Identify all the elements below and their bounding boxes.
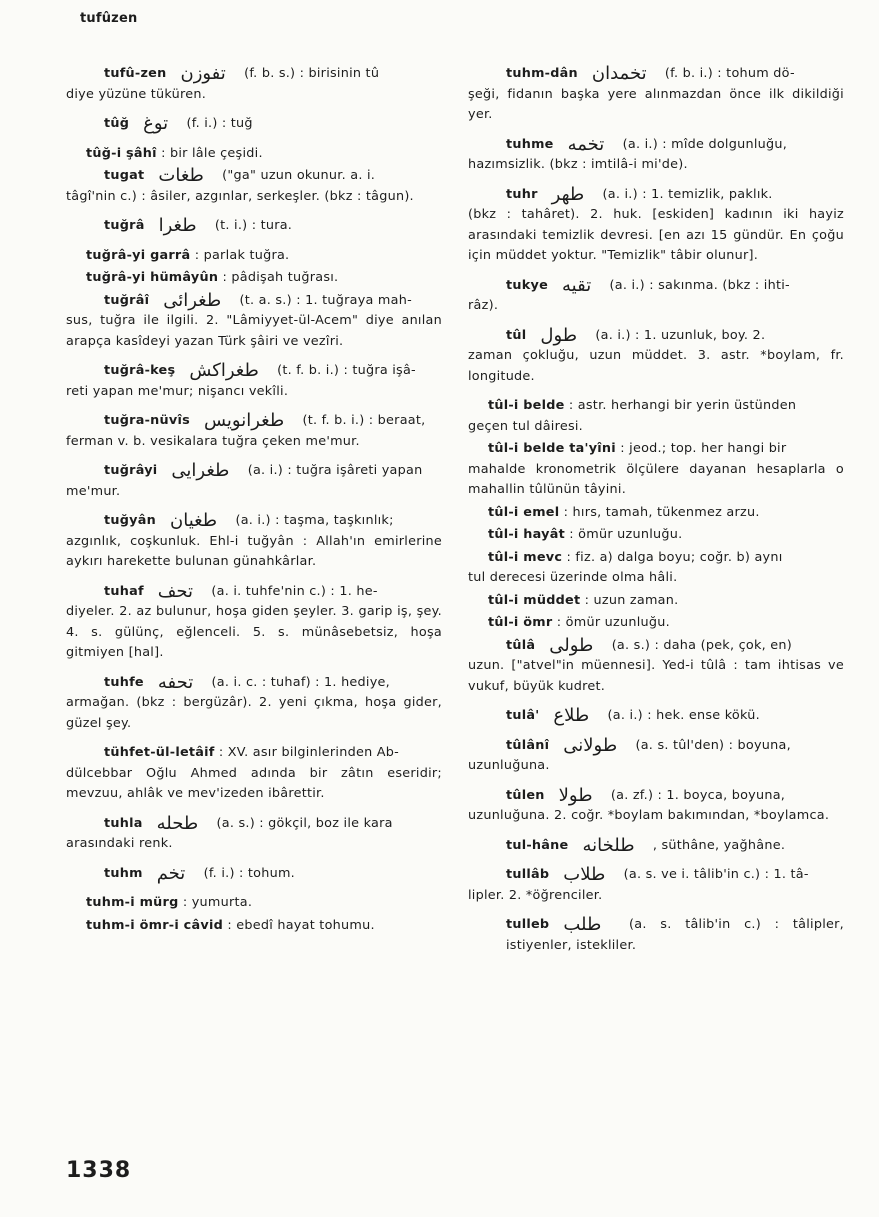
entry-definition-start: (a. s. tûl'den) : boyuna, [631, 737, 791, 753]
entry-arabic-script: طول [540, 324, 578, 346]
entry-definition-start: (f. b. s.) : birisinin tû [239, 66, 380, 81]
dictionary-entry [66, 291, 442, 353]
dictionary-entry [66, 673, 442, 735]
entry-definition-start: (a. i.) : sakınma. (bkz : ihti- [605, 277, 790, 293]
entry-headword: tugat [104, 168, 145, 183]
dictionary-entry [468, 915, 844, 956]
entry-definition-continued: uzunluğuna. [468, 758, 550, 773]
entry-arabic-script: طغات [158, 165, 204, 186]
entry-definition-start: : yumurta. [178, 895, 253, 910]
dictionary-entry [66, 361, 442, 402]
right-column [468, 64, 844, 965]
entry-definition-start: (a. i.) : mîde dolgunluğu, [618, 136, 788, 152]
entry-headword: tuğyân [104, 513, 156, 528]
entry-definition-continued: lipler. 2. *öğrenciler. [468, 887, 603, 903]
entry-definition-start: : uzun zaman. [580, 592, 679, 608]
entry-definition-start: ("ga" uzun okunur. a. i. [217, 168, 376, 183]
entry-headword: tuğrâ-yi garrâ [86, 247, 191, 263]
entry-definition-continued: armağan. (bkz : bergüzâr). 2. yeni çıkma, hoşa gider, güzel şey. [66, 695, 442, 731]
entry-arabic-script: طلاع [553, 705, 590, 726]
entry-arabic-script: طلاب [563, 864, 606, 885]
entry-arabic-script: تفوزن [180, 63, 226, 84]
entry-definition-start: , süthâne, yağhâne. [648, 837, 786, 853]
entry-definition-start: (f. i.) : tuğ [182, 116, 253, 131]
entry-headword: tufû-zen [104, 66, 167, 81]
entry-headword: tûl-i emel [488, 504, 560, 520]
entry-arabic-script: طغرائى [163, 289, 222, 311]
entry-headword: tûl-i ömr [488, 615, 553, 630]
running-head: tufûzen [80, 11, 138, 26]
entry-definition-start: (t. i.) : tura. [210, 218, 293, 233]
entry-definition-continued: diyeler. 2. az bulunur, hoşa giden şeyler. 3. garip iş, şey. 4. s. gülünç, eğlenceli. 5. s. münâsebetsiz, hoşa gitmiyen [hal]. [66, 604, 442, 660]
dictionary-entry [468, 503, 844, 524]
entry-arabic-script: تقيه [562, 274, 592, 296]
dictionary-entry [66, 893, 442, 914]
entry-definition-start: : astr. herhangi bir yerin üstünden [564, 398, 797, 413]
dictionary-entry [66, 461, 442, 502]
entry-headword: tuhm [104, 865, 143, 881]
entry-headword: tuğrâ-yi hümâyûn [86, 270, 219, 285]
entry-definition-start: (a. s.) : gökçil, boz ile kara [212, 815, 393, 831]
entry-definition-continued: (bkz : tahâret). 2. huk. [eskiden] kadının iki hayiz arasındaki temizlik devresi. [en azı 15 gündür. En çoğu için müddet yoktur. "Temizlik" tâbir olunur]. [468, 207, 844, 263]
entry-definition-continued: hazımsizlik. (bkz : imtilâ-i mi'de). [468, 157, 688, 172]
entry-definition-start: : XV. asır bilginlerinden Ab- [214, 745, 399, 760]
left-column [66, 64, 442, 938]
entry-definition-continued: geçen tul dâiresi. [468, 418, 583, 434]
dictionary-entry [66, 144, 442, 165]
entry-definition-start: (t. f. b. i.) : tuğra işâ- [272, 363, 416, 378]
entry-definition-continued: ferman v. b. vesikalara tuğra çeken me'mur. [66, 433, 360, 449]
dictionary-entry [468, 439, 844, 501]
entry-definition-start: (a. i.) : hek. ense kökü. [603, 708, 760, 723]
page-number: 1338 [66, 1158, 132, 1183]
entry-arabic-script: تخمه [567, 133, 605, 155]
dictionary-entry [66, 64, 442, 105]
entry-arabic-script: توغ [143, 113, 169, 134]
entry-definition-start: (a. i. c. : tuhaf) : 1. hediye, [207, 674, 390, 690]
entry-headword: tulâ' [506, 708, 540, 723]
dictionary-entry [66, 743, 442, 805]
entry-headword: tuğra-nüvîs [104, 413, 190, 428]
entry-arabic-script: طغيان [169, 510, 218, 531]
entry-definition-continued: zaman çokluğu, uzun müddet. 3. astr. *boylam, fr. longitude. [468, 348, 844, 384]
dictionary-entry [468, 185, 844, 267]
entry-definition-continued: râz). [468, 298, 499, 313]
entry-headword: tûğ [104, 116, 130, 131]
dictionary-entry [66, 864, 442, 885]
dictionary-entry [468, 706, 844, 727]
dictionary-entry [468, 276, 844, 317]
entry-headword: tûğ-i şâhî [86, 145, 157, 161]
entry-headword: tuhfe [104, 674, 144, 690]
entry-headword: tulleb [506, 917, 550, 932]
dictionary-entry [468, 636, 844, 698]
entry-definition-continued: diye yüzüne tüküren. [66, 86, 207, 102]
entry-headword: tûl-i belde [488, 398, 565, 413]
entry-definition-start: (a. s. ve i. tâlib'in c.) : 1. tâ- [619, 867, 809, 882]
entry-definition-start: (a. i.) : taşma, taşkınlık; [231, 513, 394, 528]
dictionary-entry [66, 268, 442, 289]
dictionary-entry [468, 786, 844, 827]
entry-definition-continued: arasındaki renk. [66, 836, 173, 851]
entry-headword: tûl-i müddet [488, 592, 581, 608]
dictionary-entry [66, 582, 442, 664]
dictionary-entry [66, 114, 442, 135]
dictionary-entry [468, 396, 844, 437]
entry-definition-start: (a. i. tuhfe'nin c.) : 1. he- [207, 583, 378, 599]
entry-definition-start: (a. i.) : tuğra işâreti yapan [243, 463, 423, 478]
entry-arabic-script: طولانى [563, 734, 618, 756]
entry-headword: tuğrâî [104, 292, 150, 308]
entry-arabic-script: طولى [549, 634, 594, 656]
entry-definition-continued: uzunluğuna. 2. coğr. *boylam bakımından, *boylamca. [468, 808, 830, 823]
entry-definition-start: (t. f. b. i.) : beraat, [298, 413, 426, 428]
entry-arabic-script: تحف [157, 580, 194, 602]
entry-arabic-script: طولا [558, 784, 593, 806]
dictionary-entry [66, 411, 442, 452]
entry-headword: tuhaf [104, 583, 144, 599]
dictionary-entry [66, 511, 442, 573]
entry-definition-start: (t. a. s.) : 1. tuğraya mah- [235, 292, 412, 308]
entry-definition-start: : bir lâle çeşidi. [156, 145, 263, 161]
entry-definition-start: : jeod.; top. her hangi bir [615, 441, 787, 456]
entry-definition-start: : parlak tuğra. [190, 247, 290, 263]
entry-arabic-script: طغرايى [171, 460, 230, 481]
entry-headword: tul-hâne [506, 837, 569, 853]
entry-headword: tuğrâ [104, 218, 145, 233]
entry-definition-continued: azgınlık, coşkunluk. Ehl-i tuğyân : Allah'ın emirlerine aykırı harekette bulunan günahkârlar. [66, 533, 442, 569]
entry-arabic-script: طلخانه [582, 834, 635, 856]
entry-definition-continued: şeği, fidanın başka yere alınmazdan önce ilk dikildiği yer. [468, 86, 844, 122]
dictionary-entry [468, 525, 844, 546]
dictionary-entry [66, 216, 442, 237]
dictionary-entry [468, 736, 844, 777]
entry-arabic-script: طغرا [158, 215, 197, 236]
entry-definition-start: : pâdişah tuğrası. [218, 270, 339, 285]
dictionary-entry [66, 916, 442, 937]
dictionary-entry [468, 135, 844, 176]
entry-headword: tühfet-ül-letâif [104, 745, 215, 760]
entry-definition-start: : hırs, tamah, tükenmez arzu. [559, 504, 760, 520]
entry-definition-start: (a. i.) : 1. temizlik, paklık. [598, 186, 773, 202]
dictionary-entry [66, 166, 442, 207]
entry-definition-start: (a. s.) : daha (pek, çok, en) [607, 637, 792, 653]
entry-headword: tuhm-i mürg [86, 895, 179, 910]
dictionary-entry [66, 246, 442, 267]
entry-headword: tuhme [506, 136, 554, 152]
entry-definition-continued: sus, tuğra ile ilgili. 2. "Lâmiyyet-ül-Acem" diye anılan arapça kasîdeyi yazan Türk şâiri ve vezîri. [66, 313, 442, 349]
entry-definition-continued: uzun. ["atvel"in müennesi]. Yed-i tûlâ : tam ihtisas ve vukuf, büyük kudret. [468, 658, 844, 694]
entry-headword: tûl-i belde ta'yîni [488, 441, 616, 456]
entry-definition-start: : ömür uzunluğu. [552, 615, 670, 630]
entry-headword: tûlânî [506, 737, 550, 753]
entry-headword: tukye [506, 277, 549, 293]
entry-arabic-script: تخمدان [591, 63, 647, 84]
entry-arabic-script: طلب [563, 914, 602, 935]
entry-definition-start: : ömür uzunluğu. [564, 527, 683, 542]
dictionary-entry [468, 836, 844, 857]
entry-definition-continued: mahalde kronometrik ölçülere dayanan hesaplarla o mahallin tûlünün tâyini. [468, 461, 844, 497]
entry-arabic-script: تخم [156, 862, 186, 884]
entry-headword: tûlâ [506, 637, 536, 653]
dictionary-entry [468, 548, 844, 589]
entry-definition-start: (a. i.) : 1. uzunluk, boy. 2. [591, 327, 766, 343]
entry-headword: tûl-i mevc [488, 549, 563, 565]
entry-headword: tullâb [506, 867, 550, 882]
entry-definition-continued: tul derecesi üzerinde olma hâli. [468, 570, 678, 585]
entry-headword: tuhla [104, 815, 143, 831]
entry-headword: tuğrâ-keş [104, 363, 176, 378]
dictionary-entry [468, 865, 844, 906]
dictionary-entry [468, 326, 844, 388]
entry-definition-start: (a. s. tâlib'in c.) : tâlipler, istiyenler, istekliler. [506, 917, 844, 953]
entry-definition-continued: reti yapan me'mur; nişancı vekîli. [66, 383, 289, 399]
entry-headword: tuhr [506, 186, 538, 202]
entry-definition-continued: dülcebbar Oğlu Ahmed adında bir zâtın eseridir; mevzuu, ahlâk ve mev'izeden ibârettir. [66, 765, 442, 801]
entry-definition-start: (f. b. i.) : tohum dö- [660, 66, 795, 81]
dictionary-entry [468, 64, 844, 126]
entry-arabic-script: طغرانويس [203, 410, 285, 431]
dictionary-entry [468, 591, 844, 612]
entry-definition-continued: me'mur. [66, 483, 121, 499]
entry-definition-start: (f. i.) : tohum. [199, 865, 295, 881]
entry-headword: tûl [506, 327, 527, 343]
entry-headword: tuhm-i ömr-i câvid [86, 917, 224, 933]
entry-arabic-script: طهر [551, 183, 585, 205]
entry-definition-start: (a. zf.) : 1. boyca, boyuna, [606, 787, 786, 803]
entry-headword: tuğrâyi [104, 463, 158, 478]
dictionary-entry [66, 814, 442, 855]
entry-arabic-script: طحله [156, 812, 199, 834]
entry-headword: tuhm-dân [506, 66, 578, 81]
entry-definition-start: : ebedî hayat tohumu. [223, 917, 375, 933]
entry-definition-continued: tâgî'nin c.) : âsiler, azgınlar, serkeşler. (bkz : tâgun). [66, 188, 414, 204]
entry-arabic-script: طغراكش [189, 360, 259, 381]
entry-arabic-script: تحفه [157, 671, 194, 693]
dictionary-entry [468, 613, 844, 634]
entry-headword: tûlen [506, 787, 545, 803]
entry-definition-start: : fiz. a) dalga boyu; coğr. b) aynı [562, 549, 783, 565]
entry-headword: tûl-i hayât [488, 527, 565, 542]
